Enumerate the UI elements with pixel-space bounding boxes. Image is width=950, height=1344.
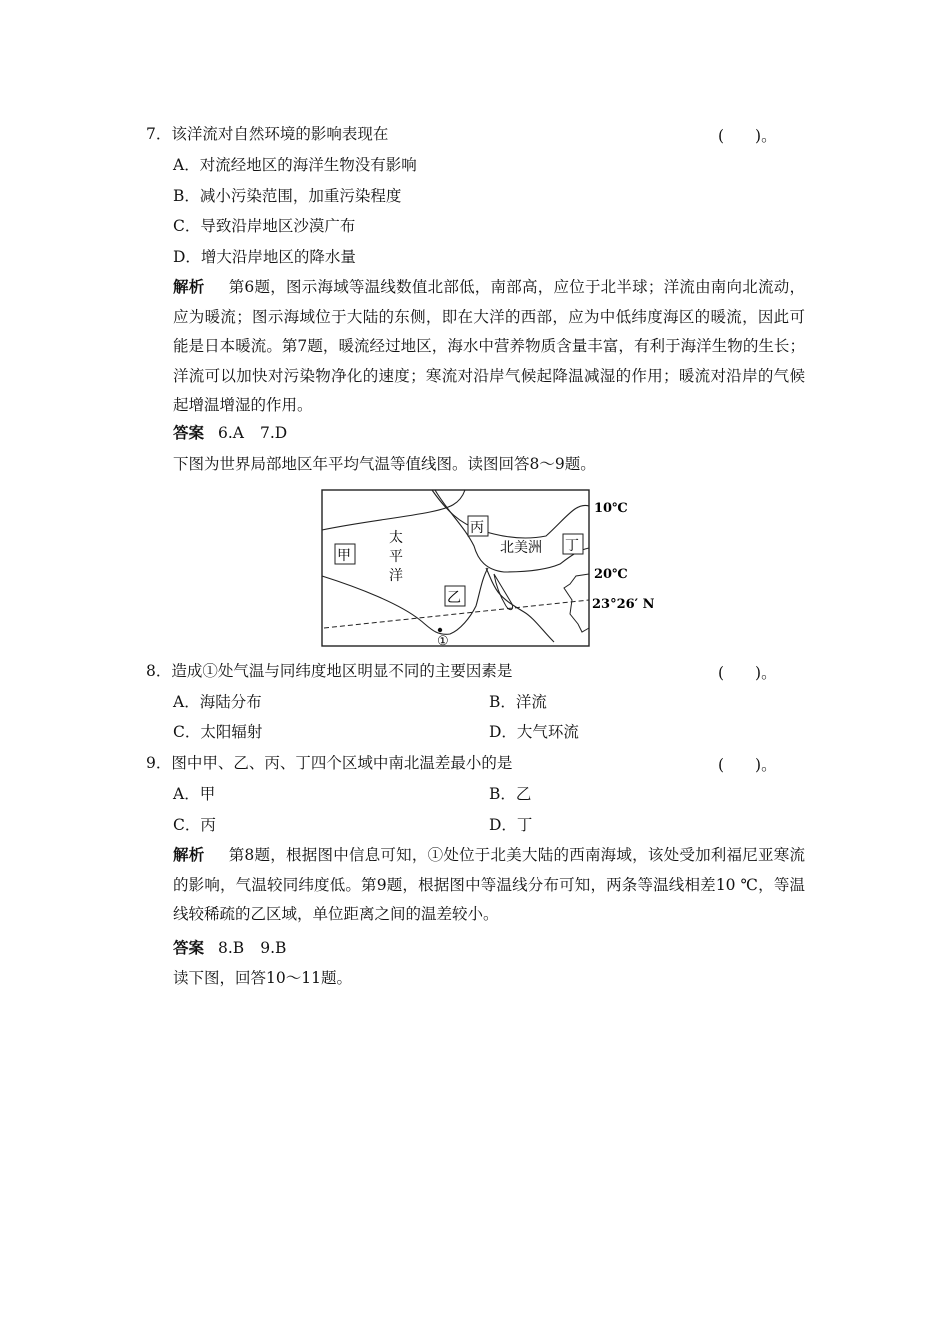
label-continent: 北美洲 xyxy=(500,540,542,556)
label-yi: 乙 xyxy=(447,590,461,606)
analysis-6-7 xyxy=(173,272,805,421)
q8-option-a: A．海陆分布 xyxy=(173,693,262,711)
coastline-upper xyxy=(435,490,589,572)
label-ocean-1: 太 xyxy=(389,530,403,546)
q9-option-d: D．丁 xyxy=(489,816,533,834)
answer-6-7 xyxy=(173,423,287,443)
answer-6: 6.A xyxy=(218,424,244,442)
point-1-label: ① xyxy=(437,634,449,649)
q9-option-a: A．甲 xyxy=(173,785,216,803)
q9-answer-paren: ( )。 xyxy=(718,756,777,774)
label-isotherm-20: 20℃ xyxy=(594,567,628,582)
q9-option-b: B．乙 xyxy=(489,785,532,803)
analysis-text: 第8题，根据图中信息可知，①处位于北美大陆的西南海域，该处受加利福尼亚寒流的影响，气温较同纬度低。第9题，根据图中等温线分布可知，两条等温线相差10 ℃，等温线较稀疏的乙区域，单位距离之间的温差较小。 xyxy=(173,846,805,924)
label-bing: 丙 xyxy=(470,520,484,536)
answer-7: 7.D xyxy=(260,424,288,442)
point-1-dot xyxy=(438,628,442,632)
q7-option-a: A．对流经地区的海洋生物没有影响 xyxy=(173,156,417,174)
q7-stem: 7．该洋流对自然环境的影响表现在 xyxy=(146,125,389,143)
label-ocean-3: 洋 xyxy=(389,568,403,584)
q7-option-b: B．减小污染范围，加重污染程度 xyxy=(173,187,402,205)
label-ocean-2: 平 xyxy=(389,549,403,565)
label-isotherm-10: 10℃ xyxy=(594,501,628,516)
isotherm-10 xyxy=(432,490,589,538)
analysis-text: 第6题，图示海域等温线数值北部低，南部高，应位于北半球；洋流由南向北流动，应为暖流；图示海域位于大陆的东侧，即在大洋的西部，应为中低纬度海区的暖流，因此可能是日本暖流。第7题，暖流经过地区，海水中营养物质含量丰富，有利于海洋生物的生长；洋流可以加快对污染物净化的速度；寒流对沿岸气候起降温减湿的作用；暖流对沿岸的气候起增温增湿的作用。 xyxy=(173,278,805,415)
label-jia: 甲 xyxy=(337,548,351,564)
analysis-8-9 xyxy=(173,840,805,930)
label-ding: 丁 xyxy=(565,538,579,554)
q8-stem: 8．造成①处气温与同纬度地区明显不同的主要因素是 xyxy=(146,662,513,680)
answer-9: 9.B xyxy=(260,939,287,957)
intro-8-9: 下图为世界局部地区年平均气温等值线图。读图回答8～9题。 xyxy=(173,455,596,473)
q7-option-c: C．导致沿岸地区沙漠广布 xyxy=(173,217,356,235)
answer-8: 8.B xyxy=(218,939,245,957)
label-tropic: 23°26′ N xyxy=(592,597,655,612)
answer-label: 答案 xyxy=(173,423,205,442)
isotherm-map xyxy=(320,488,665,652)
q8-answer-paren: ( )。 xyxy=(718,664,777,682)
answer-label: 答案 xyxy=(173,938,205,957)
analysis-label: 解析 xyxy=(173,845,205,864)
q7-answer-paren: ( )。 xyxy=(718,127,777,145)
q9-stem: 9．图中甲、乙、丙、丁四个区域中南北温差最小的是 xyxy=(146,754,513,772)
baja-peninsula xyxy=(494,574,513,610)
q9-option-c: C．丙 xyxy=(173,816,216,834)
q8-option-b: B．洋流 xyxy=(489,693,547,711)
analysis-label: 解析 xyxy=(173,277,205,296)
q7-option-d: D．增大沿岸地区的降水量 xyxy=(173,248,356,266)
intro-10-11: 读下图，回答10～11题。 xyxy=(173,969,352,987)
gulf-coast xyxy=(564,574,589,632)
q8-option-c: C．太阳辐射 xyxy=(173,723,263,741)
q8-option-d: D．大气环流 xyxy=(489,723,579,741)
answer-8-9 xyxy=(173,938,286,958)
isotherm-line-upper-left xyxy=(322,490,465,530)
